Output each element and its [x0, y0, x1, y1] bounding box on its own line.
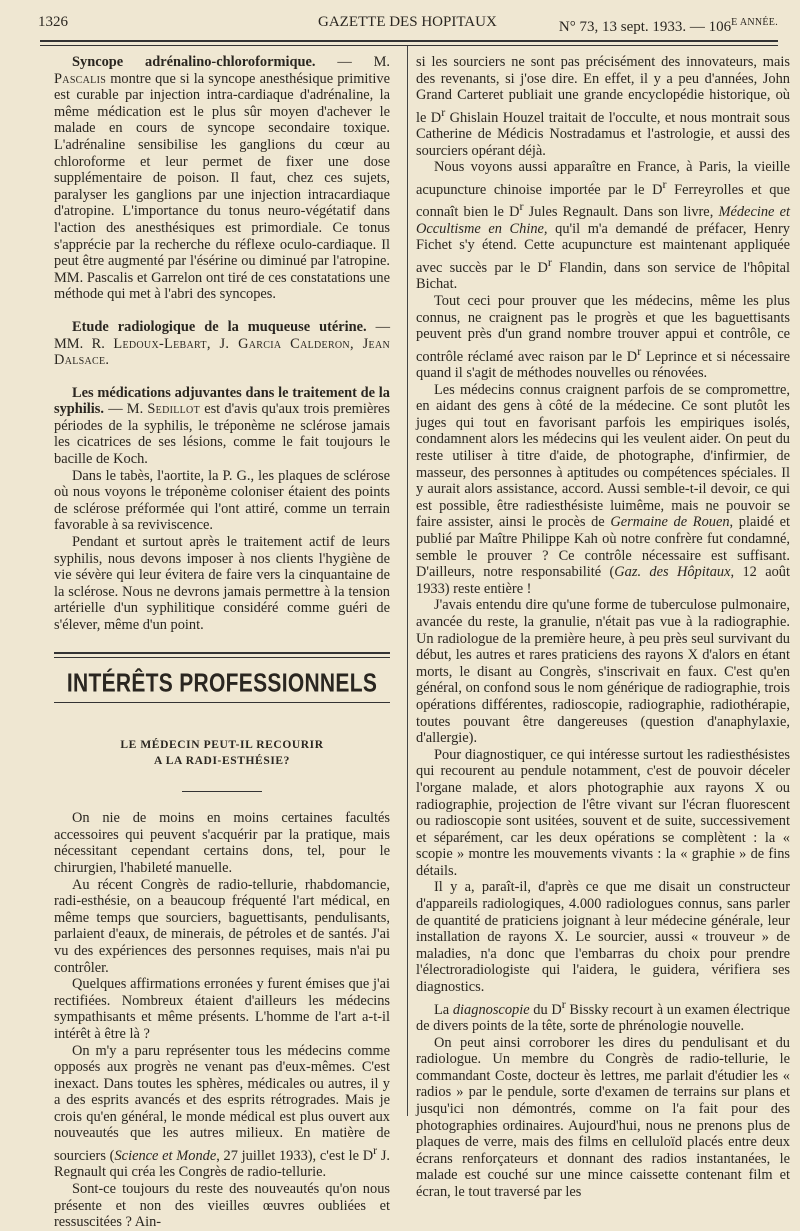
- page-number: 1326: [38, 14, 68, 30]
- r-p2-sup1: r: [662, 176, 667, 191]
- page-header: [38, 14, 778, 36]
- r-p4-c: , 12 août 1933) reste entière !: [416, 564, 790, 597]
- syncope-text: montre que si la syncope anesthésique primitive est curable par injection intra-cardiaque d'adrénaline, la même médication est le plus sûr moyen d'achever le malade en cours de syncope secondaire toxique. L'adrénaline sensibilise les ganglions du cœur au chloroforme et leur permet de fixer une dose supplémentaire de poison. Il faut, chez ces sujets, paralyser les ganglions par une injection intracardiaque d'atropine. L'importance du tonus neuro-végétatif dans l'action des anesthésiques est primordiale. Ce tonus s'apprécie par la recherche du réflexe oculo-cardiaque. Il peut être augmenté par l'ésérine ou diminué par l'atropine. MM. Pascalis et Garrelon ont tiré de ces constatations une méthode qui met à l'abri des syncopes.: [54, 70, 390, 303]
- article-paragraph-3: Quelques affirmations erronées y furent émises que j'ai rectifiées. Nombreux étaient d'ailleurs les médecins sympathisants et même présents. L'homme de l'art a-t-il intérêt à être là ?: [54, 976, 390, 1042]
- r-p4-a: Les médecins connus craignent parfois de se compromettre, en aidant des gens à côté de la médecine. Ce sont plutôt les juges qui tout en favorisant parfois les empiriques isolés, condamnent alors les médecins qui les veulent aider. On peut du reste utiliser à titre d'aide, de photographe, d'infirmier, de masseur, des personnes à aptitudes ou compétences spéciales. Il y aurait alors assistance, accord. Aussi semble-t-il devoir, ce qui est possible, être radiesthésiste luimême, mais ne pouvoir se faire assister, ainsi le procès de: [416, 381, 790, 531]
- issue-info-suffix: E ANNÉE.: [731, 17, 778, 28]
- right-paragraph-2: [416, 159, 790, 293]
- r-p3-sup: r: [637, 343, 642, 358]
- right-paragraph-3: [416, 293, 790, 382]
- r-p2-sup2: r: [519, 199, 524, 214]
- med-text: est d'avis qu'aux trois premières périodes de la syphilis, le tréponème ne sclérose jamais les cicatrices de ses lésions, comme le fait toujours le bacille de Koch.: [54, 401, 391, 468]
- column-divider: [407, 46, 408, 1116]
- right-paragraph-6: Pour diagnostiquer, ce qui intéresse surtout les radiesthésistes qui recourent au pendule notamment, c'est de pouvoir déceler l'organe malade, et alors photographie aux rayons X ou radiographie, projection de l'être vivant sur l'écran fluorescent ou radioscopie sont usitées, souvent et de suite, successivement et séparément, car les deux opérations se complètent : la « scopie » montre les mouvements vivants : la « graphie » de fins détails.: [416, 746, 790, 879]
- syncope-paragraph: [54, 54, 390, 303]
- r-p8-c: Bissky recourt à un examen électrique de divers points de la tête, sorte de phrénologie nouvelle.: [416, 1001, 790, 1035]
- article-title-rule: [182, 791, 262, 792]
- r-p2-e: Flandin, dans son service de l'hôpital Bichat.: [416, 259, 790, 293]
- r-p8-b: du D: [529, 1001, 562, 1018]
- r-p3-b: Leprince et si nécessaire quand il s'agit de méthodes nouvelles ou rénovées.: [416, 348, 790, 382]
- r-p2-b: Ferreyrolles et que connaît bien le D: [416, 181, 790, 221]
- right-paragraph-4: [416, 382, 790, 598]
- section-rule: [54, 652, 390, 654]
- r-p1-b: Ghislain Houzel traitait de l'occulte, et nous montrait sous Catherine de Médicis Nostradamus et l'astrologie, et aussi des sourciers opérant déjà.: [416, 109, 790, 159]
- r-p3-a: Tout ceci pour prouver que les médecins, même les plus connus, ne craignent pas le progrès et que les baguettisants peuvent près d'un grand nombre trouver appui et contrôle, ce contrôle réclamé avec raison par le D: [416, 292, 790, 365]
- article-p4-b: , 27 juillet 1933), c'est le D: [216, 1147, 374, 1164]
- r-p2-d: qu'il m'a demandé de préfacer, Henry Fichet s'y étend. Cette acupuncture est maintenant appliquée avec succès par le D: [416, 220, 790, 276]
- article-p4-italic: Science et Monde: [114, 1147, 217, 1164]
- syncope-author: Pascalis: [54, 70, 107, 87]
- section-title: INTÉRÊTS PROFESSIONNELS: [66, 668, 378, 698]
- r-p4-italic-1: Germaine de Rouen: [610, 514, 730, 531]
- issue-info: [559, 14, 778, 36]
- left-column: [54, 54, 390, 1231]
- journal-title: GAZETTE DES HOPITAUX: [318, 14, 497, 30]
- article-p4-c: J. Regnault qui créa les Congrès de radio-tellurie.: [54, 1147, 391, 1181]
- header-rule: [40, 40, 778, 42]
- article-title-line-1: LE MÉDECIN PEUT-IL RECOURIR: [120, 739, 324, 752]
- r-p2-a: Nous voyons aussi apparaître en France, à Paris, la vieille acupuncture chinoise importée par le D: [416, 159, 790, 198]
- article-paragraph-2: Au récent Congrès de radio-tellurie, rhabdomancie, radi-esthésie, on a beaucoup fréquenté l'art médical, en même temps que sourciers, baguettisants, pendulisants, parlaient d'eaux, de minerais, de pétroles et de santés. J'ai vu des expériences des personnes requises, mais n'ai pu contrôler.: [54, 876, 390, 976]
- med-paragraph-3: Pendant et surtout après le traitement actif de leurs syphilis, nous devons imposer à nos clients l'hygiène de vie sévère qui leur évitera de faire vers la cinquantaine de la sclérose. Nous ne devrons jamais permettre à la tension artérielle d'un syphilitique considéré comme guéri de s'élever, même d'un point.: [54, 534, 390, 633]
- article-paragraph-1: On nie de moins en moins certaines facultés accessoires qui peuvent s'acquérir par la pratique, mais nécessitant cependant certains dons, tel, pour le chirurgien, l'habileté manuelle.: [54, 810, 390, 876]
- etude-authors: Ledoux-Lebart, J. Garcia Calderon, Jean Dalsace.: [54, 335, 390, 369]
- etude-run-in: Etude radiologique de la muqueuse utérine.: [72, 318, 367, 335]
- syncope-run-in: Syncope adrénalino-chloroformique.: [72, 54, 316, 70]
- r-p8-sup: r: [561, 996, 566, 1011]
- etude-dash: — MM. R.: [54, 318, 390, 352]
- med-author: Sedillot: [147, 401, 200, 418]
- r-p2-sup3: r: [547, 254, 552, 269]
- r-p4-b: , plaidé et publié par Maître Philippe Kah où notre confrère fut condamné, semble le prouver ? Ce contrôle nécessaire est suffisant. D'ailleurs, notre responsabilité (: [416, 514, 790, 581]
- right-paragraph-8: [416, 996, 790, 1035]
- right-paragraph-9: On peut ainsi corroborer les dires du pendulisant et du radiologue. Un membre du Congrès de radio-tellurie, le commandant Coste, docteur ès lettres, me parlait d'étudier les « radios » par le pendule, sorte d'examen de terrains sur plans et jusqu'ici non démontrés, comme on l'a fait pour des photographies ordinaires. Aujourd'hui, nous ne prenons plus de plaques de verre, mais des films en celluloïd placés entre deux écrans renforçateurs et donnant des radios instantanées, le malade est couché sur une mince caissette contenant film et écran, le tout traversé par les: [416, 1034, 790, 1200]
- right-paragraph-5: J'avais entendu dire qu'une forme de tuberculose pulmonaire, avancée du reste, la granulie, n'était pas vue à la radiographie. Un radiologue de la première heure, à peu près seul survivant du début, les autres et rares praticiens des rayons X d'alors en étant morts, le disant au Congrès, s'inscrivait en faux. C'est qu'en général, on confond sous le nom générique de radiographie, trois opérations différentes, radioscopie, radiographie, radiothérapie, toutes pouvant être dangereuses (question d'anaphylaxie, d'allergie).: [416, 597, 790, 747]
- section-title-rule: [54, 702, 390, 703]
- article-p4-sup: r: [373, 1143, 378, 1158]
- med-paragraph-2: Dans le tabès, l'aortite, la P. G., les plaques de sclérose où nous voyons le tréponème coloniser étaient des points de sclérose préformée qui l'ont attiré, comme un terrain favorable à sa reviviscence.: [54, 467, 390, 534]
- med-paragraph: [54, 385, 390, 468]
- med-dash: — M.: [104, 401, 148, 418]
- r-p1-sup: r: [441, 104, 446, 119]
- r-p8-italic: diagnoscopie: [452, 1001, 530, 1018]
- right-paragraph-1: [416, 54, 790, 159]
- r-p8-a: La: [434, 1001, 453, 1018]
- med-run-in: Les médications adjuvantes dans le traitement de la syphilis.: [54, 384, 390, 418]
- article-title-line-2: A LA RADI-ESTHÉSIE?: [153, 755, 291, 768]
- right-column: [416, 54, 790, 1201]
- article-title: [54, 737, 390, 769]
- r-p2-italic: Médecine et Occultisme en Chine,: [416, 204, 790, 237]
- article-paragraph-5: Sont-ce toujours du reste des nouveautés qu'on nous présente et non des vieilles œuvres oubliées et ressuscitées ? Ain-: [54, 1181, 390, 1231]
- syncope-dash: — M.: [315, 54, 390, 70]
- r-p4-italic-2: Gaz. des Hôpitaux: [614, 564, 731, 581]
- r-p1-a: si les sourciers ne sont pas précisément des innovateurs, mais des revenants, si j'ose dire. En effet, il y a peu d'années, John Grand Carteret publiait une grande encyclopédie historique, où le D: [416, 54, 790, 126]
- issue-info-main: N° 73, 13 sept. 1933. — 106: [558, 19, 732, 35]
- etude-paragraph: [54, 319, 390, 369]
- section-rule-thin: [54, 657, 390, 658]
- article-p4-a: On m'y a paru représenter tous les médecins comme opposés aux progrès ne venant pas d'eux-mêmes. C'est inexact. Dans toutes les sphères, médicales ou autres, il y a des esprits avancés et des esprits rétrogrades. Mais je crois qu'en général, le monde médical est plus ouvert aux nouveautés que les autres milieux. En matière de sourciers (: [54, 1042, 390, 1164]
- r-p2-c: Jules Regnault. Dans son livre,: [523, 204, 719, 221]
- article-paragraph-4: [54, 1043, 390, 1182]
- header-rule-thin: [40, 45, 778, 46]
- right-paragraph-7: Il y a, paraît-il, d'après ce que me disait un constructeur d'appareils radiologiques, 4.000 radiologues connus, sans parler de quantité de praticiens joignant à leur médecine générale, leur installation de rayons X. Le sourcier, aussi « trouveur » de maladies, n'a donc que l'embarras du choix pour prendre l'électroradiologiste qui l'aidera, le guidera, vérifiera ses diagnostics.: [416, 879, 790, 996]
